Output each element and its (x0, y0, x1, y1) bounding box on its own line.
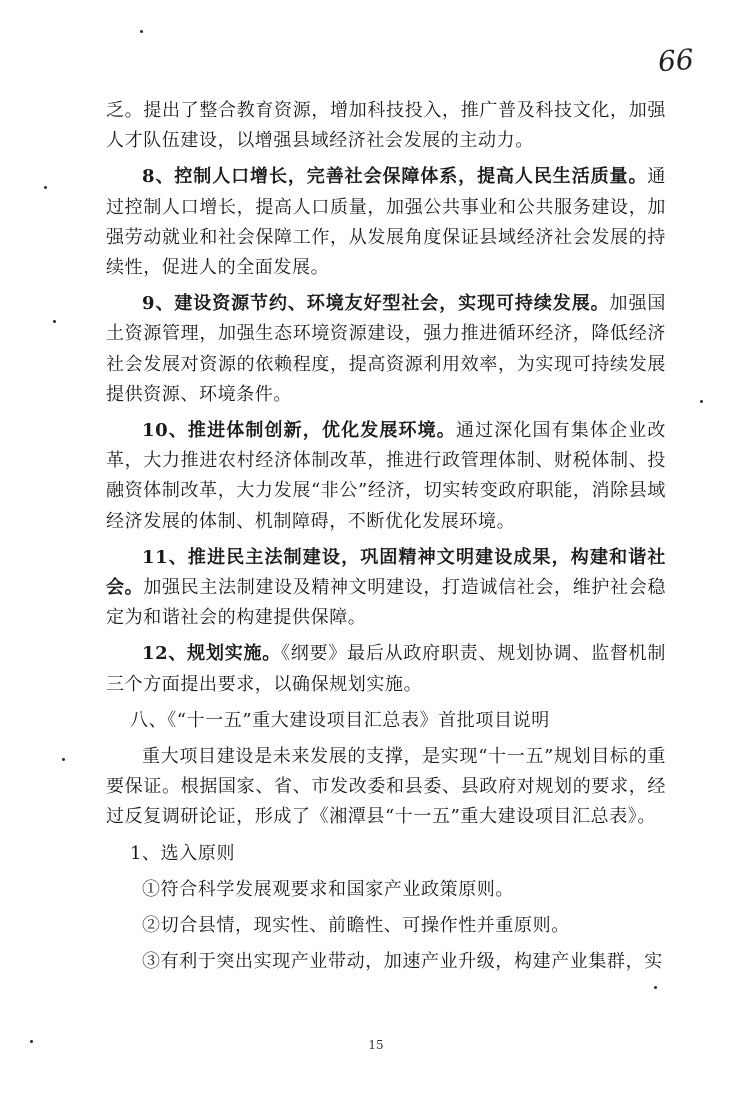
paragraph-continuation (106, 96, 666, 156)
principle-item: ③有利于突出实现产业带动，加速产业升级，构建产业集群，实 (142, 951, 663, 973)
paragraph-text: 通过控制人口增长，提高人口质量，加强公共事业和公共服务建设，加强劳动就业和社会保障工作，从发展角度保证县域经济社会发展的持续性，促进人的全面发展。 (106, 166, 666, 279)
paragraph-item-12 (106, 639, 666, 699)
paragraph-item-10 (106, 416, 666, 537)
document-body (106, 96, 666, 983)
paragraph-lead: 11、推进民主法制建设，巩固精神文明建设成果，构建和谐社会。 (106, 546, 666, 599)
scan-speck (62, 758, 65, 761)
scan-speck (53, 320, 56, 323)
subheading: 1、选入原则 (130, 842, 236, 864)
paragraph-lead: 10、推进体制创新，优化发展环境。 (142, 420, 456, 442)
section-heading: 八、《“十一五”重大建设项目汇总表》首批项目说明 (130, 709, 550, 731)
scan-speck (44, 186, 47, 189)
paragraph-item-11 (106, 543, 666, 634)
scan-speck (654, 986, 657, 989)
paragraph-item-9 (106, 289, 666, 410)
paragraph-text: 《纲要》最后从政府职责、规划协调、监督机制三个方面提出要求，以确保规划实施。 (106, 643, 666, 695)
paragraph-text: 加强民主法制建设及精神文明建设，打造诚信社会，维护社会稳定为和谐社会的构建提供保障。 (106, 577, 667, 629)
paragraph-lead: 9、建设资源节约、环境友好型社会，实现可持续发展。 (142, 293, 610, 315)
paragraph-item-8 (106, 162, 666, 283)
handwritten-page-mark: 66 (657, 42, 696, 79)
principle-item: ①符合科学发展观要求和国家产业政策原则。 (142, 878, 514, 900)
paragraph-text: 通过深化国有集体企业改革，大力推进农村经济体制改革，推进行政管理体制、财税体制、投融资体制改革，大力发展“非公”经济，切实转变政府职能，消除县域经济发展的体制、机制障碍，不断优化发展环境。 (106, 420, 666, 532)
paragraph-lead: 12、规划实施。 (142, 643, 282, 665)
page-number: 15 (368, 1038, 384, 1052)
paragraph-text: 加强国土资源管理，加强生态环境资源建设，强力推进循环经济，降低经济社会发展对资源的依赖程度，提高资源利用效率，为实现可持续发展提供资源、环境条件。 (106, 293, 666, 405)
scan-speck (700, 400, 703, 403)
scan-speck (140, 30, 143, 33)
section-intro: 重大项目建设是未来发展的支撑，是实现“十一五”规划目标的重要保证。根据国家、省、市发改委和县委、县政府对规划的要求，经过反复调研论证，形成了《湘潭县“十一五”重大建设项目汇总表》。 (106, 746, 666, 828)
scan-speck (30, 1040, 33, 1043)
paragraph-lead: 8、控制人口增长，完善社会保障体系，提高人民生活质量。 (142, 166, 648, 188)
paragraph-text: 乏。提出了整合教育资源，增加科技投入，推广普及科技文化，加强人才队伍建设，以增强县域经济社会发展的主动力。 (106, 100, 666, 152)
principle-item: ②切合县情，现实性、前瞻性、可操作性并重原则。 (142, 915, 570, 937)
